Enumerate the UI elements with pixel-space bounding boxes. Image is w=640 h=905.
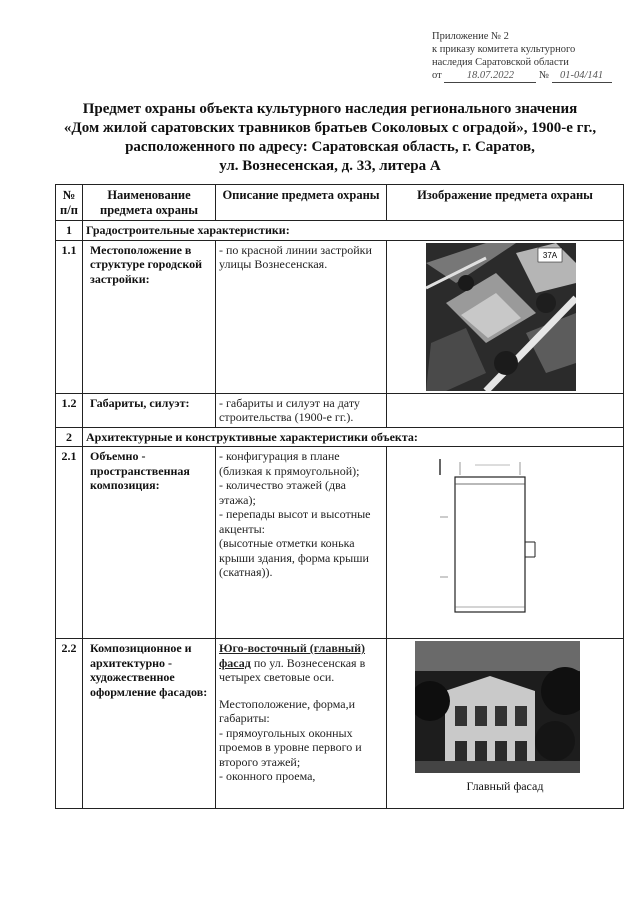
header-image: Изображение предмета охраны (387, 185, 624, 221)
row-1-1-name: Местоположение в структуре городской застройки: (83, 240, 216, 393)
row-2-2-name: Композиционное и архитектурно - художественное оформление фасадов: (83, 639, 216, 809)
header-num: № п/п (56, 185, 83, 221)
row-2-2-para2: Местоположение, форма,и габариты: (219, 696, 355, 725)
row-2-1-desc-2: - количество этажей (два этажа); (219, 478, 346, 507)
floor-plan-drawing (430, 457, 550, 617)
facade-rest: по ул. Вознесенская в четырех световые оси. (219, 655, 366, 684)
annex-date-line (432, 69, 622, 83)
row-1-2-num: 1.2 (56, 393, 83, 427)
row-1-1-desc: - по красной линии застройки улицы Вознесенская. (216, 240, 387, 393)
header-name: Наименование предмета охраны (83, 185, 216, 221)
section-1-num: 1 (56, 221, 83, 241)
row-2-1 (56, 447, 624, 639)
title-line-1: Предмет охраны объекта культурного наследия регионального значения (82, 101, 578, 117)
title-line-2: «Дом жилой саратовских травников братьев Соколовых с оградой», 1900-е гг., (63, 120, 597, 136)
row-2-1-desc-3: - перепады высот и высотные акценты: (219, 507, 371, 536)
row-2-2-num: 2.2 (56, 639, 83, 809)
row-2-2-image-cell (387, 639, 624, 809)
section-1-title: Градостроительные характеристики: (83, 221, 624, 241)
section-row-1 (56, 221, 624, 241)
row-2-2-item1: - прямоугольных оконных проемов в уровне первого и второго этажей; (219, 725, 362, 769)
facade-photo-graphic (415, 641, 580, 773)
facade-caption: Главный фасад (466, 779, 544, 793)
facade-photo (415, 641, 580, 773)
row-1-1-num: 1.1 (56, 240, 83, 393)
row-2-1-name: Объемно - пространственная композиция: (83, 447, 216, 639)
row-2-1-num: 2.1 (56, 447, 83, 639)
annex-line-3: наследия Саратовской области (432, 57, 569, 68)
row-1-2-image-cell (387, 393, 624, 427)
annex-date-value: 18.07.2022 (444, 69, 536, 83)
annex-block (432, 30, 622, 83)
annex-num-value: 01-04/141 (552, 69, 612, 83)
aerial-map-image (426, 243, 576, 391)
section-row-2 (56, 427, 624, 447)
section-2-title: Архитектурные и конструктивные характеристики объекта: (83, 427, 624, 447)
section-2-num: 2 (56, 427, 83, 447)
row-2-1-image-cell (387, 447, 624, 639)
aerial-map-graphic (426, 243, 576, 391)
row-1-2 (56, 393, 624, 427)
facade-title: Юго-восточный (главный) фасад (219, 641, 366, 670)
title-line-4: ул. Вознесенская, д. 33, литера А (219, 158, 441, 174)
annex-line-1: Приложение № 2 (432, 31, 509, 42)
document-title (40, 100, 620, 176)
annex-date-prefix: от (432, 70, 442, 81)
row-2-1-desc-4: (высотные отметки конька крыши здания, форма крыши (скатная)). (219, 536, 369, 579)
row-2-2-facade-line (219, 641, 383, 685)
row-2-1-desc (216, 447, 387, 639)
row-1-1 (56, 240, 624, 393)
header-desc: Описание предмета охраны (216, 185, 387, 221)
row-2-2-item2: - оконного проема, (219, 769, 316, 783)
row-2-2-desc (216, 639, 387, 809)
row-2-2 (56, 639, 624, 809)
protection-table (55, 184, 624, 809)
annex-line-2: к приказу комитета культурного (432, 44, 576, 55)
annex-num-prefix: № (538, 70, 549, 81)
title-line-3: расположенного по адресу: Саратовская область, г. Саратов, (125, 139, 535, 155)
row-1-2-name: Габариты, силуэт: (83, 393, 216, 427)
row-2-1-desc-1: - конфигурация в плане (близкая к прямоугольной); (219, 449, 360, 478)
map-label: 37А (542, 250, 558, 260)
row-1-1-image-cell (387, 240, 624, 393)
header-row (56, 185, 624, 221)
row-1-2-desc: - габариты и силуэт на дату строительства (1900-е гг.). (216, 393, 387, 427)
